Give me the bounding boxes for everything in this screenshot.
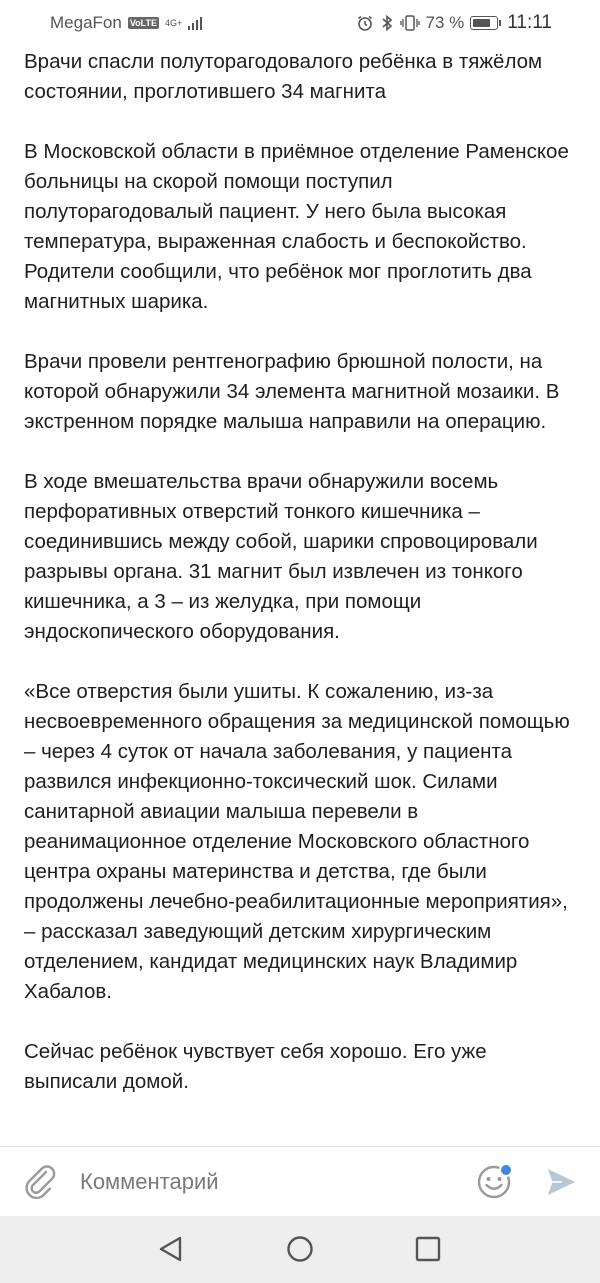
paperclip-icon[interactable]: [22, 1163, 58, 1199]
system-nav-bar: [0, 1216, 600, 1283]
alarm-icon: [356, 14, 374, 32]
bluetooth-icon: [380, 14, 394, 32]
status-bar: [0, 0, 600, 46]
article-paragraph: «Все отверстия были ушиты. К сожалению, из-за несвоевременного обращения за медицинской помощью – через 4 суток от начала заболевания, у пациента развился инфекционно-токсический шок. Силами санитарной авиации малыша перевели в реанимационное отделение Московского областного центра охраны материнства и детства, где были продолжены лечебно-реабилитационные мероприятия», – рассказал заведующий детским хирургическим отделением, кандидат медицинских наук Владимир Хабалов.: [24, 680, 570, 1003]
status-right: [356, 12, 552, 34]
battery-percent: 73 %: [425, 13, 465, 32]
notification-dot: [499, 1163, 513, 1177]
status-left: [50, 13, 202, 33]
send-icon[interactable]: [544, 1165, 578, 1199]
network-type: 4G+: [165, 17, 183, 28]
article-paragraph: В ходе вмешательства врачи обнаружили восемь перфоративных отверстий тонкого кишечника – соединившись между собой, шарики спровоцировали разрывы органа. 31 магнит был извлечен из тонкого кишечника, а 3 – из желудка, при помощи эндоскопического оборудования.: [24, 470, 538, 643]
article-title: Врачи спасли полуторагодовалого ребёнка в тяжёлом состоянии, проглотившего 34 магнита: [24, 50, 543, 103]
article-body: [24, 47, 584, 1127]
vibrate-icon: [400, 14, 420, 32]
home-icon[interactable]: [285, 1234, 315, 1264]
clock: 11:11: [507, 12, 552, 33]
volte-badge: VoLTE: [129, 18, 157, 28]
signal-icon: [188, 16, 202, 30]
article-paragraph: Сейчас ребёнок чувствует себя хорошо. Его уже выписали домой.: [24, 1040, 487, 1093]
comment-bar: [0, 1146, 600, 1216]
article-paragraph: В Московской области в приёмное отделение Раменское больницы на скорой помощи поступил полуторагодовалый пациент. У него была высокая температура, выраженная слабость и беспокойство. Родители сообщили, что ребёнок мог проглотить два магнитных шарика.: [24, 140, 569, 313]
battery-icon: [470, 16, 501, 30]
comment-input[interactable]: [80, 1165, 460, 1199]
article-paragraph: Врачи провели рентгенографию брюшной полости, на которой обнаружили 34 элемента магнитной мозаики. В экстренном порядке малыша направили на операцию.: [24, 350, 560, 433]
recent-apps-icon[interactable]: [413, 1234, 443, 1264]
back-icon[interactable]: [156, 1234, 186, 1264]
carrier-name: MegaFon: [50, 13, 122, 32]
